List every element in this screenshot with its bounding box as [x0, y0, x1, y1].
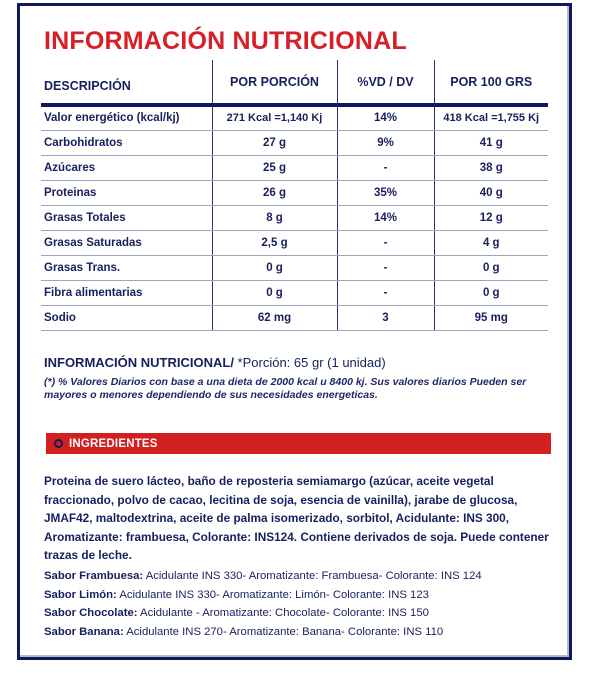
flavor-name: Sabor Limón:: [44, 588, 117, 601]
portion-info: [44, 355, 386, 370]
ingredients-text: Proteina de suero lácteo, baño de reposteria semiamargo (azúcar, aceite vegetal fraccionado, polvo de cacao, lecitina de soja, esencia de vainilla), jarabe de glucosa, JMAF42, maltodextrina, aceite de palma isomerizado, sorbitol, Acidulante: INS 300, Aromatizante: frambuesa, Colorante: INS124. Contiene derivados de soja. Puede contener trazas de leche.: [44, 474, 549, 562]
flavor-item: [44, 567, 564, 586]
cell-description: Azúcares: [41, 155, 212, 180]
flavor-name: Sabor Banana:: [44, 625, 124, 638]
cell-per-100g: 40 g: [434, 180, 548, 205]
cell-per-100g: 418 Kcal =1,755 Kj: [434, 105, 548, 130]
page-title: INFORMACIÓN NUTRICIONAL: [44, 27, 407, 55]
cell-daily-value: 3: [337, 305, 434, 330]
flavor-name: Sabor Chocolate:: [44, 607, 138, 620]
ingredients-heading: INGREDIENTES: [69, 437, 158, 450]
nutrition-table: [41, 60, 548, 331]
cell-per-100g: 12 g: [434, 205, 548, 230]
ingredients-heading-bar: [46, 433, 551, 454]
flavor-item: [44, 623, 564, 642]
flavor-detail: Acidulante - Aromatizante: Chocolate- Colorante: INS 150: [137, 607, 429, 620]
cell-per-100g: 41 g: [434, 130, 548, 155]
header-daily-value: %VD / DV: [337, 60, 434, 105]
table-row: [41, 280, 548, 305]
cell-description: Carbohidratos: [41, 130, 212, 155]
cell-portion: 8 g: [212, 205, 337, 230]
table-row: [41, 155, 548, 180]
cell-description: Valor energético (kcal/kj): [41, 105, 212, 130]
portion-info-label: INFORMACIÓN NUTRICIONAL/: [44, 355, 234, 370]
cell-daily-value: 14%: [337, 105, 434, 130]
cell-description: Fibra alimentarias: [41, 280, 212, 305]
cell-portion: 62 mg: [212, 305, 337, 330]
cell-per-100g: 38 g: [434, 155, 548, 180]
cell-per-100g: 4 g: [434, 230, 548, 255]
flavor-name: Sabor Frambuesa:: [44, 570, 144, 582]
cell-per-100g: 0 g: [434, 255, 548, 280]
cell-daily-value: 14%: [337, 205, 434, 230]
table-row: [41, 255, 548, 280]
flavor-item: [44, 586, 564, 605]
cell-description: Grasas Totales: [41, 205, 212, 230]
cell-description: Grasas Trans.: [41, 255, 212, 280]
cell-daily-value: 35%: [337, 180, 434, 205]
cell-portion: 25 g: [212, 155, 337, 180]
cell-portion: 26 g: [212, 180, 337, 205]
flavor-list: [44, 567, 564, 641]
table-row: [41, 105, 548, 130]
cell-daily-value: -: [337, 155, 434, 180]
flavor-detail: Acidulante INS 270- Aromatizante: Banana- Colorante: INS 110: [123, 625, 444, 638]
cell-daily-value: -: [337, 280, 434, 305]
table-row: [41, 230, 548, 255]
cell-portion: 0 g: [212, 255, 337, 280]
cell-per-100g: 95 mg: [434, 305, 548, 330]
header-per-portion: POR PORCIÓN: [212, 60, 337, 105]
cell-portion: 27 g: [212, 130, 337, 155]
cell-description: Grasas Saturadas: [41, 230, 212, 255]
cell-portion: 0 g: [212, 280, 337, 305]
cell-description: Proteinas: [41, 180, 212, 205]
portion-info-value: *Porción: 65 gr (1 unidad): [233, 355, 386, 370]
table-row: [41, 205, 548, 230]
cell-portion: 271 Kcal =1,140 Kj: [212, 105, 337, 130]
bullet-circle-icon: [54, 439, 63, 448]
nutrition-card: [17, 3, 572, 660]
table-header-row: [41, 60, 548, 105]
cell-description: Sodio: [41, 305, 212, 330]
cell-portion: 2,5 g: [212, 230, 337, 255]
table-row: [41, 130, 548, 155]
table-row: [41, 305, 548, 330]
flavor-item: [44, 604, 564, 623]
header-description: DESCRIPCIÓN: [41, 60, 212, 105]
cell-daily-value: 9%: [337, 130, 434, 155]
table-row: [41, 180, 548, 205]
cell-daily-value: -: [337, 230, 434, 255]
cell-daily-value: -: [337, 255, 434, 280]
flavor-detail: Acidulante INS 330- Aromatizante: Limón- Colorante: INS 123: [116, 588, 429, 601]
cell-per-100g: 0 g: [434, 280, 548, 305]
daily-value-note: (*) % Valores Diarios con base a una dieta de 2000 kcal u 8400 kj. Sus valores diarios Pueden ser mayores o menores dependiendo de sus necesidades energeticas.: [44, 376, 527, 401]
header-per-100g: POR 100 GRS: [434, 60, 548, 105]
flavor-detail: Acidulante INS 330- Aromatizante: Frambuesa- Colorante: INS 124: [143, 570, 482, 582]
